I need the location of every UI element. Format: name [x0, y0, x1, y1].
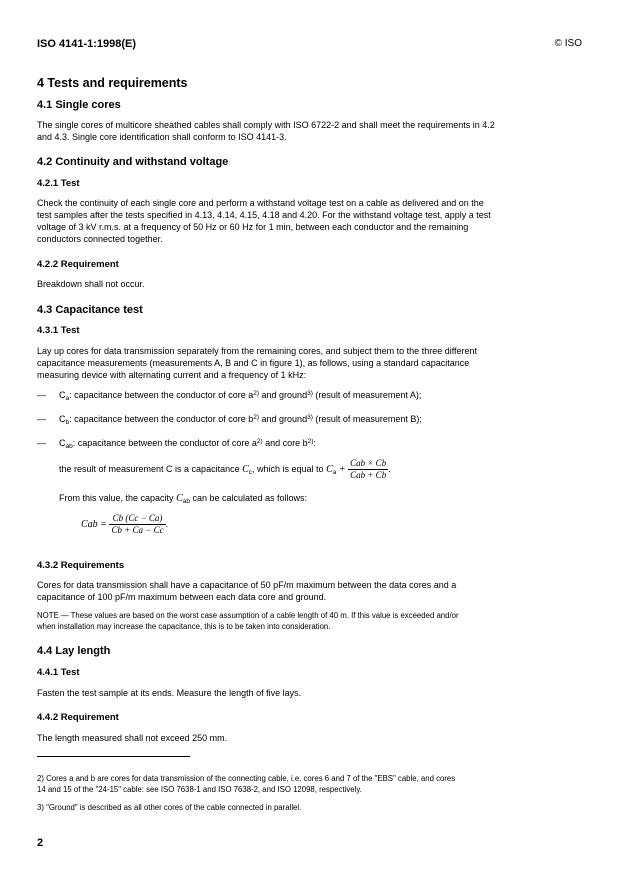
list-text: and core b — [262, 438, 308, 448]
list-text: and ground — [259, 390, 308, 400]
section-4-4-2-title: 4.4.2 Requirement — [37, 712, 119, 723]
list-text: : capacitance between the conductor of core b — [69, 414, 254, 424]
section-4-3-title: 4.3 Capacitance test — [37, 304, 143, 316]
section-4-3-2-title: 4.3.2 Requirements — [37, 560, 125, 571]
subscript: c — [248, 468, 253, 476]
result-text: , which is equal to — [252, 463, 327, 474]
symbol-c: C — [59, 414, 66, 424]
intro-text: From this value, the capacity — [59, 493, 177, 503]
fraction-numerator: Cab × Cb — [350, 458, 387, 468]
fraction-1 — [348, 458, 388, 481]
footnote-ref-2: 2) — [253, 390, 260, 397]
footnote-ref-3: 3) — [307, 390, 313, 397]
fraction-numerator: Cb (Cc − Ca) — [109, 513, 165, 525]
section-4-4-1-text: Fasten the test sample at its ends. Measure the length of five lays. — [37, 688, 302, 698]
symbol-c: C — [326, 463, 333, 475]
dash-marker: — — [37, 390, 46, 400]
section-4-3-1-line: capacitance measurements (measurements A, B and C in figure 1), as follows, using a standard capacitance — [37, 358, 470, 368]
page-header — [37, 38, 582, 50]
section-4-4-1-title: 4.4.1 Test — [37, 667, 80, 678]
footnote-ref-2: 2) — [253, 414, 260, 421]
section-4-2-2-title: 4.2.2 Requirement — [37, 259, 119, 270]
fraction-2 — [109, 513, 165, 536]
section-4-2-title: 4.2 Continuity and withstand voltage — [37, 156, 229, 168]
footnote-divider — [37, 756, 190, 757]
section-4-2-2-text: Breakdown shall not occur. — [37, 279, 145, 289]
list-text: : — [313, 438, 316, 448]
section-4-1-line: The single cores of multicore sheathed cables shall comply with ISO 6722-2 and shall meet the requirements in 4.2 — [37, 120, 495, 130]
dash-marker: — — [37, 438, 46, 448]
section-4-3-2-line: capacitance of 100 pF/m maximum between each data core and ground. — [37, 592, 327, 602]
section-4-3-1-title: 4.3.1 Test — [37, 325, 80, 336]
standard-id: ISO 4141-1:1998(E) — [37, 38, 137, 50]
section-4-4-title: 4.4 Lay length — [37, 645, 111, 657]
intro-text: can be calculated as follows: — [189, 493, 308, 503]
symbol-c: C — [59, 438, 66, 448]
fraction-denominator: Cab + Cb — [350, 470, 387, 480]
capacity-formula: Cab = $\frac{Cb (Cc - Ca)}{Cb + Ca - Cc}$ . — [81, 513, 169, 535]
section-4-1-title: 4.1 Single cores — [37, 99, 121, 111]
section-4-title: 4 Tests and requirements — [37, 76, 188, 90]
section-4-2-1-line: conductors connected together. — [37, 234, 163, 244]
capacity-intro — [59, 493, 582, 504]
list-text: : capacitance between the conductor of core a — [72, 438, 257, 448]
copyright-mark: © ISO — [554, 38, 582, 49]
list-text: and ground — [259, 414, 308, 424]
list-text: (result of measurement A); — [312, 390, 422, 400]
footnote-2-line: 2) Cores a and b are cores for data transmission of the connecting cable, i.e. cores 6 and 7 of the "EBS" cable, and cores — [37, 774, 456, 783]
note-line: when installation may increase the capacitance, this is to be taken into consideration. — [37, 622, 331, 631]
list-text: (result of measurement B); — [312, 414, 422, 424]
symbol-c: C — [59, 390, 66, 400]
section-4-2-1-title: 4.2.1 Test — [37, 178, 80, 189]
formula-lhs: Cab = — [81, 518, 107, 530]
section-4-3-2-line: Cores for data transmission shall have a capacitance of 50 pF/m maximum between the data cores and a — [37, 580, 457, 590]
fraction-denominator: Cb + Ca − Cc — [111, 525, 164, 535]
footnote-3: 3) "Ground" is described as all other cores of the cable connected in parallel. — [37, 803, 302, 812]
subscript: a — [65, 395, 70, 402]
list-text: : capacitance between the conductor of core a — [69, 390, 254, 400]
footnote-2-line: 14 and 15 of the "24-15" cable: see ISO 7638-1 and ISO 7638-2, and ISO 12098, respectively. — [37, 785, 362, 794]
subscript: b — [65, 419, 70, 426]
subscript: a — [332, 468, 337, 476]
section-4-2-1-line: Check the continuity of each single core and perform a withstand voltage test on a cable as delivered and on the — [37, 198, 484, 208]
section-4-3-1-line: measuring device with alternating current and a frequency of 1 kHz: — [37, 370, 307, 380]
section-4-4-2-text: The length measured shall not exceed 250 mm. — [37, 733, 228, 743]
note-line: NOTE — These values are based on the worst case assumption of a cable length of 40 m. If this value is exceeded and/or — [37, 611, 459, 620]
subscript: ab — [65, 443, 73, 450]
footnote-ref-3: 3) — [307, 414, 313, 421]
measurement-c-result: the result of measurement C is a capacitance $C_c$, which is equal to $C_a$ + $\frac{\text{Cab × Cb}}{\text{Cab + Cb}}$ . — [59, 458, 391, 480]
symbol-c: C — [242, 463, 249, 475]
section-4-1-line: and 4.3. Single core identification shall conform to ISO 4141-3. — [37, 132, 287, 142]
footnote-ref-2: 2) — [256, 438, 263, 445]
page-number: 2 — [37, 837, 44, 849]
symbol-c: C — [176, 493, 183, 504]
dash-marker: — — [37, 414, 46, 424]
footnote-ref-2: 2) — [307, 438, 314, 445]
section-4-2-1-line: test samples after the tests specified in 4.13, 4.14, 4.15, 4.18 and 4.20. For the withstand voltage test, apply a test — [37, 210, 491, 220]
result-text: the result of measurement C is a capacitance — [59, 463, 243, 474]
section-4-3-1-line: Lay up cores for data transmission separately from the remaining cores, and subject them to the three different — [37, 346, 478, 356]
subscript: ab — [182, 498, 190, 505]
section-4-2-1-line: voltage of 3 kV r.m.s. at a frequency of 50 Hz or 60 Hz for 1 min, between each conductor and the remaining — [37, 222, 469, 232]
